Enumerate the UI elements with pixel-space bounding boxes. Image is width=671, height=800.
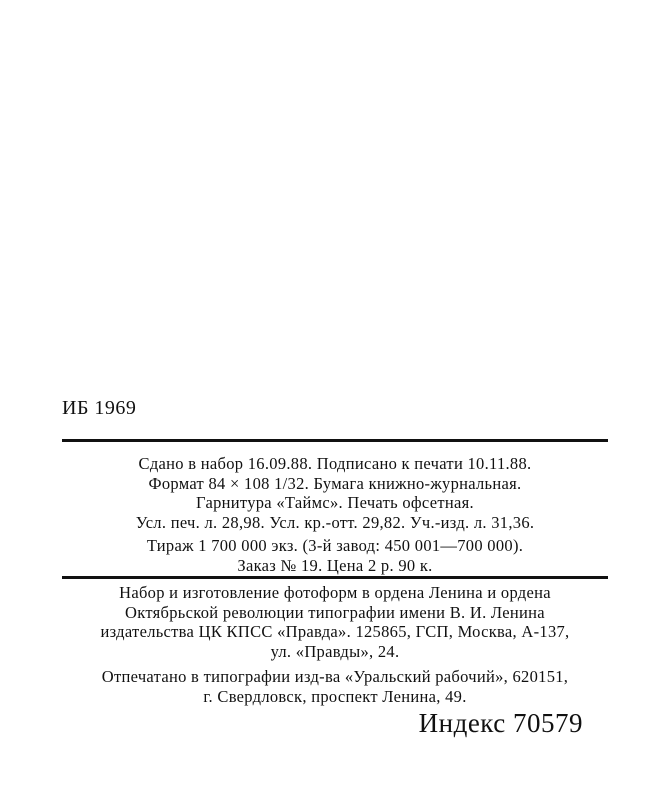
print-info-line: Усл. печ. л. 28,98. Усл. кр.-отт. 29,82. Уч.-изд. л. 31,36. <box>135 512 535 532</box>
print-info-line: Сдано в набор 16.09.88. Подписано к печати 10.11.88. <box>138 454 532 473</box>
print-info-block <box>62 454 608 532</box>
print-info-line: Гарнитура «Таймс». Печать офсетная. <box>196 493 474 512</box>
index-label: Индекс 70579 <box>418 708 583 738</box>
order-price-line: Заказ № 19. Цена 2 р. 90 к. <box>237 555 433 575</box>
ib-number: ИБ 1969 <box>62 397 137 419</box>
print-info-line: Формат 84 × 108 1/32. Бумага книжно-журнальная. <box>148 473 522 493</box>
circulation-line: Тираж 1 700 000 экз. (3-й завод: 450 001—700 000). <box>146 536 524 555</box>
middle-rule <box>62 576 608 579</box>
typesetting-line: Набор и изготовление фотоформ в ордена Ленина и ордена <box>119 583 551 602</box>
top-rule <box>62 439 608 442</box>
printing-line: г. Свердловск, проспект Ленина, 49. <box>203 686 467 706</box>
printing-block <box>62 667 608 706</box>
typesetting-block <box>62 583 608 661</box>
printing-line: Отпечатано в типографии изд-ва «Уральский рабочий», 620151, <box>101 667 569 686</box>
typesetting-line: Октябрьской революции типографии имени В. И. Ленина <box>125 602 545 622</box>
circulation-block <box>62 536 608 575</box>
typesetting-line: ул. «Правды», 24. <box>270 641 400 661</box>
typesetting-line: издательства ЦК КПСС «Правда». 125865, ГСП, Москва, А-137, <box>100 622 570 641</box>
